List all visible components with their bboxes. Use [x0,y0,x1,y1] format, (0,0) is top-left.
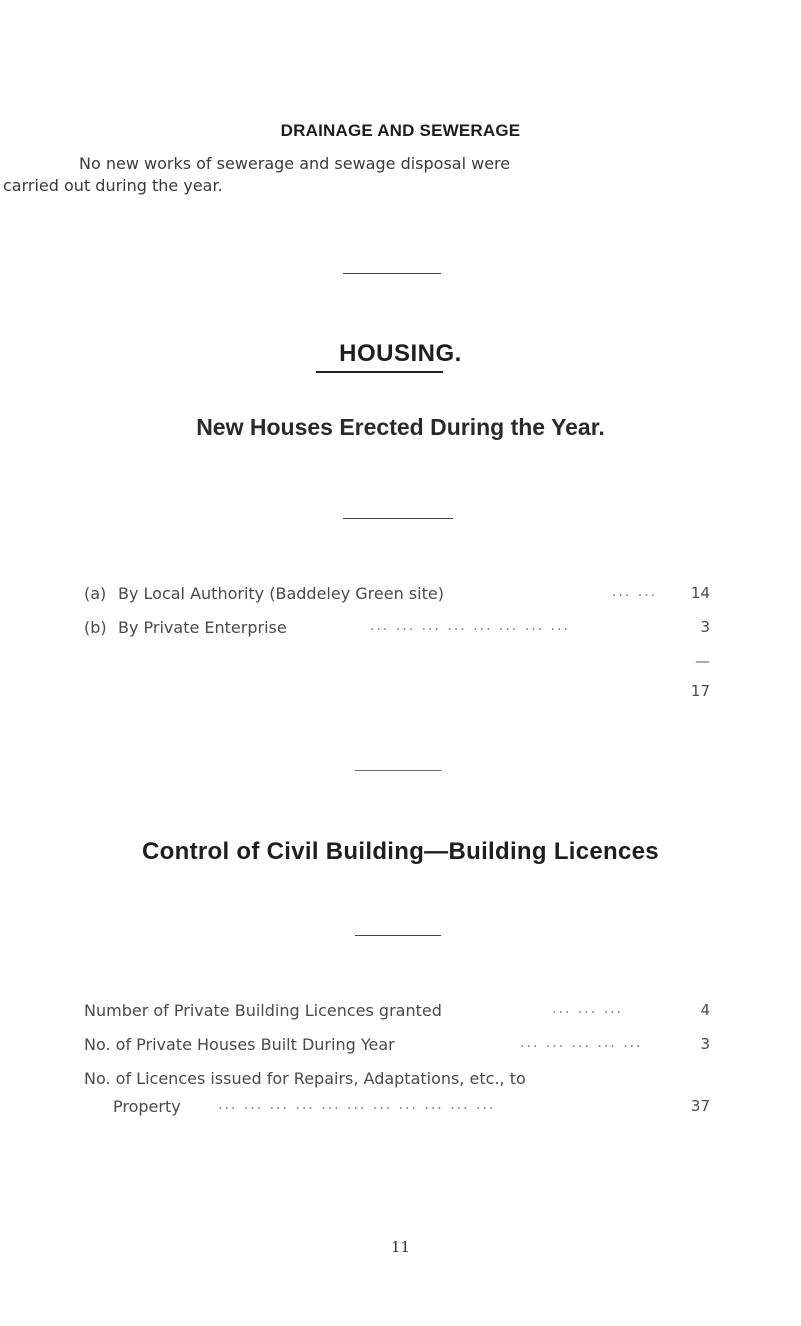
housing-row-value-a: 14 [690,584,710,602]
drainage-paragraph-line-1: No new works of sewerage and sewage disposal were [79,154,511,173]
licences-row-text: No. of Licences issued for Repairs, Adaptations, etc., to [84,1069,526,1088]
licences-row-text: No. of Private Houses Built During Year [84,1035,395,1054]
licences-row-value: 3 [700,1035,710,1053]
housing-row-text-b: By Private Enterprise [118,618,287,637]
housing-row-leader-b: ... ... ... ... ... ... ... ... [370,618,570,634]
licences-row-value: 37 [690,1097,710,1115]
drainage-paragraph-line-2: carried out during the year. [3,176,223,195]
housing-row-value-b: 3 [700,618,710,636]
licences-row-text: Number of Private Building Licences granted [84,1001,442,1020]
divider [355,935,441,936]
drainage-paragraph [3,153,781,197]
divider [355,770,441,771]
licences-row-leader: ... ... ... ... ... ... ... ... ... ... ... [218,1097,496,1113]
drainage-heading: DRAINAGE AND SEWERAGE [280,121,521,140]
housing-heading-underline [316,371,443,373]
housing-row-text-a: By Local Authority (Baddeley Green site) [118,584,444,603]
divider [343,518,453,519]
licences-row-leader: ... ... ... [552,1001,623,1017]
housing-heading: HOUSING. [339,340,462,367]
licences-row-leader: ... ... ... ... ... [520,1035,643,1051]
page-number: 11 [390,1238,411,1256]
licences-row-value: 4 [700,1001,710,1019]
divider [343,273,441,274]
housing-total-value: 17 [690,682,710,700]
housing-row-label-b: (b) [84,618,107,637]
housing-row-leader-a: ... ... [612,584,658,600]
housing-total-rule: — [695,652,710,670]
housing-row-label-a: (a) [84,584,107,603]
new-houses-heading: New Houses Erected During the Year. [196,414,605,440]
building-licences-heading: Control of Civil Building—Building Licences [142,838,659,865]
licences-row-text: Property [113,1097,181,1116]
